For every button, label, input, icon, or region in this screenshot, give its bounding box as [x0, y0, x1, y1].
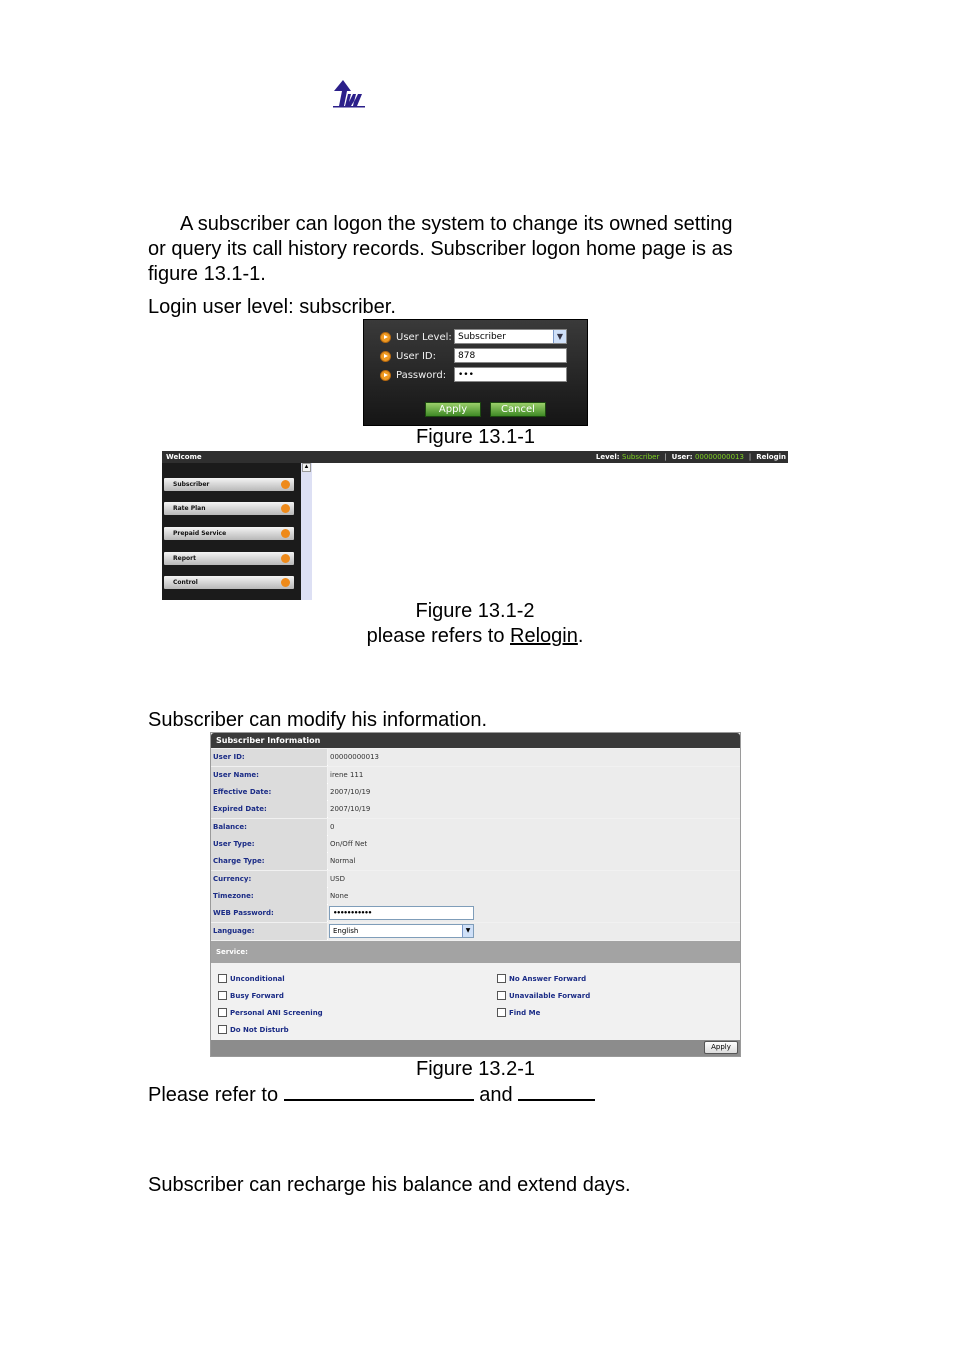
chevron-down-icon[interactable]: ▼	[553, 330, 566, 343]
web-password-label: WEB Password:	[211, 905, 327, 922]
orange-bullet-icon	[380, 370, 391, 381]
refer-text	[148, 1083, 595, 1108]
info-value: Normal	[328, 853, 740, 870]
figure-caption-13-2-1: Figure 13.2-1	[416, 1058, 535, 1080]
orange-arrow-icon	[281, 504, 290, 513]
info-value: None	[328, 888, 740, 905]
checkbox-icon[interactable]	[218, 974, 227, 983]
login-form	[363, 319, 588, 426]
sidebar-scrollbar[interactable]	[301, 463, 312, 600]
checkbox-icon[interactable]	[218, 1008, 227, 1017]
level-label: Level:	[595, 453, 620, 461]
password-input[interactable]: •••	[454, 367, 567, 382]
cancel-button[interactable]: Cancel	[490, 402, 546, 417]
menu-label: Report	[173, 555, 196, 562]
menu-label: Control	[173, 579, 198, 586]
checkbox-label: No Answer Forward	[509, 974, 587, 983]
info-label: Timezone:	[211, 888, 327, 905]
intro-line-2: or query its call history records. Subscriber logon home page is as	[148, 238, 733, 260]
checkbox-personal-ani-screening[interactable]	[218, 1008, 323, 1017]
menu-subscriber[interactable]	[164, 478, 294, 491]
checkbox-busy-forward[interactable]	[218, 991, 284, 1000]
language-row	[211, 923, 740, 940]
info-row	[211, 801, 740, 818]
language-label: Language:	[211, 923, 327, 940]
refer-prefix: Please refer to	[148, 1084, 279, 1106]
home-sidebar	[162, 463, 301, 600]
language-select[interactable]	[329, 924, 474, 938]
user-value: 00000000013	[694, 453, 744, 461]
intro-line-1: A subscriber can logon the system to change its owned setting	[180, 213, 733, 235]
info-label: Balance:	[211, 819, 327, 836]
reference-blank-2	[518, 1085, 595, 1101]
figure-caption-13-1-2: Figure 13.1-2	[415, 600, 535, 622]
intro-line-3: figure 13.1-1.	[148, 263, 266, 285]
relogin-link-text[interactable]: Relogin	[510, 625, 578, 647]
company-logo-icon	[331, 78, 367, 108]
language-value: English	[333, 927, 359, 935]
panel-footer	[211, 1040, 740, 1056]
user-level-label: User Level:	[396, 331, 452, 343]
checkbox-unavailable-forward[interactable]	[497, 991, 590, 1000]
orange-arrow-icon	[281, 578, 290, 587]
user-level-select[interactable]	[454, 329, 567, 344]
checkbox-icon[interactable]	[497, 974, 506, 983]
user-level-row	[380, 329, 452, 345]
info-row	[211, 819, 740, 836]
info-label: User ID:	[211, 749, 327, 766]
status-area: Level: Subscriber | User: 00000000013 | Relogin	[595, 453, 786, 461]
relogin-link[interactable]: Relogin	[756, 453, 786, 461]
checkbox-do-not-disturb[interactable]	[218, 1025, 289, 1034]
menu-prepaid-service[interactable]	[164, 527, 294, 540]
modify-text: Subscriber can modify his information.	[148, 709, 488, 731]
checkbox-label: Unconditional	[230, 974, 285, 983]
info-value: USD	[328, 871, 740, 888]
user-id-row	[380, 348, 436, 364]
chevron-down-icon[interactable]: ▼	[462, 925, 473, 937]
info-value: On/Off Net	[328, 836, 740, 853]
orange-arrow-icon	[281, 529, 290, 538]
home-top-bar	[162, 451, 788, 463]
relogin-suffix: .	[577, 625, 584, 647]
checkbox-icon[interactable]	[218, 991, 227, 1000]
login-level-text: Login user level: subscriber.	[148, 296, 396, 318]
orange-bullet-icon	[380, 351, 391, 362]
orange-bullet-icon	[380, 332, 391, 343]
password-row	[380, 367, 446, 383]
user-label: User:	[671, 453, 693, 461]
relogin-prefix: please refers to	[366, 625, 511, 647]
recharge-text: Subscriber can recharge his balance and extend days.	[148, 1174, 631, 1196]
info-value: irene 111	[328, 767, 740, 784]
user-level-value: Subscriber	[458, 332, 506, 342]
info-value: 2007/10/19	[328, 784, 740, 801]
orange-arrow-icon	[281, 480, 290, 489]
info-row	[211, 853, 740, 870]
info-value: 00000000013	[328, 749, 740, 766]
checkbox-icon[interactable]	[497, 991, 506, 1000]
menu-label: Subscriber	[173, 481, 210, 488]
menu-control[interactable]	[164, 576, 294, 589]
figure-caption-13-1-1: Figure 13.1-1	[416, 426, 535, 448]
info-label: User Name:	[211, 767, 327, 784]
info-row	[211, 836, 740, 853]
web-password-input[interactable]: •••••••••••	[329, 906, 474, 920]
info-label: Charge Type:	[211, 853, 327, 870]
info-label: Expired Date:	[211, 801, 327, 818]
menu-report[interactable]	[164, 552, 294, 565]
checkbox-label: Unavailable Forward	[509, 991, 591, 1000]
relogin-reference	[162, 625, 788, 648]
info-row	[211, 749, 740, 766]
info-row	[211, 871, 740, 888]
checkbox-label: Find Me	[509, 1008, 541, 1017]
user-id-input[interactable]: 878	[454, 348, 567, 363]
panel-title: Subscriber Information	[211, 733, 740, 748]
orange-arrow-icon	[281, 554, 290, 563]
menu-rate-plan[interactable]	[164, 502, 294, 515]
menu-label: Rate Plan	[173, 505, 206, 512]
reference-blank-1	[284, 1085, 474, 1101]
checkbox-find-me[interactable]	[497, 1008, 540, 1017]
info-label: User Type:	[211, 836, 327, 853]
info-row	[211, 784, 740, 801]
level-value: Subscriber	[622, 453, 660, 461]
checkbox-label: Busy Forward	[230, 991, 284, 1000]
info-row	[211, 888, 740, 905]
checkbox-label: Do Not Disturb	[230, 1025, 289, 1034]
info-value: 2007/10/19	[328, 801, 740, 818]
refer-and: and	[479, 1084, 513, 1106]
checkbox-icon[interactable]	[497, 1008, 506, 1017]
user-id-label: User ID:	[396, 350, 436, 362]
service-header: Service:	[211, 941, 740, 963]
apply-button[interactable]: Apply	[704, 1041, 738, 1054]
info-label: Currency:	[211, 871, 327, 888]
checkbox-icon[interactable]	[218, 1025, 227, 1034]
info-row	[211, 767, 740, 784]
checkbox-no-answer-forward[interactable]	[497, 974, 586, 983]
welcome-text: Welcome	[166, 453, 202, 461]
checkbox-unconditional[interactable]	[218, 974, 285, 983]
subscriber-information-panel	[210, 732, 741, 1057]
subscriber-home-page	[162, 451, 788, 600]
apply-button[interactable]: Apply	[425, 402, 481, 417]
checkbox-label: Personal ANI Screening	[230, 1008, 323, 1017]
info-label: Effective Date:	[211, 784, 327, 801]
password-label: Password:	[396, 369, 447, 381]
web-password-row	[211, 905, 740, 922]
scroll-up-icon[interactable]: ▲	[303, 464, 310, 470]
menu-label: Prepaid Service	[173, 530, 227, 537]
info-value: 0	[328, 819, 740, 836]
